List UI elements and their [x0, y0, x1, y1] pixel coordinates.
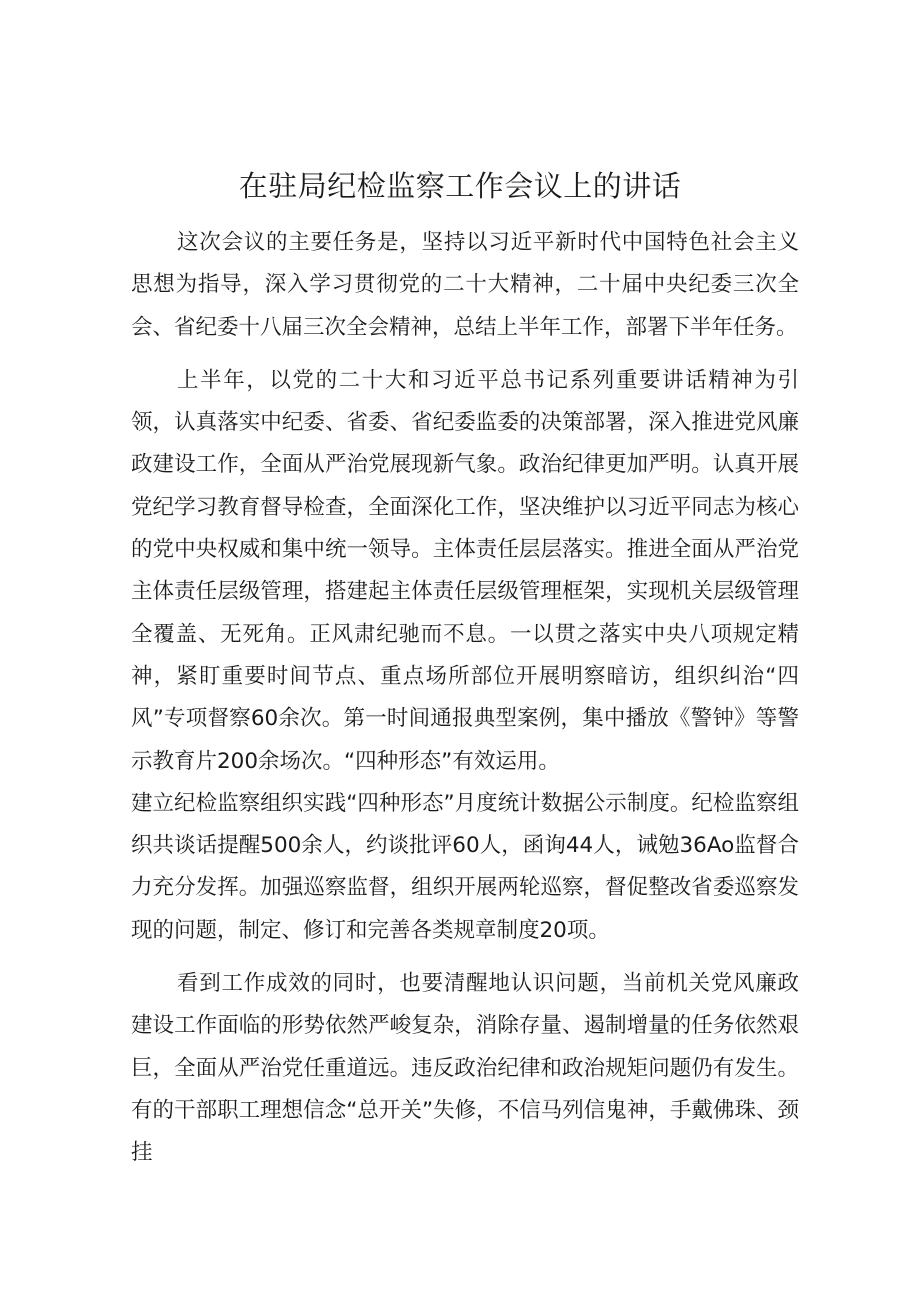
paragraph-problems: 看到工作成效的同时，也要清醒地认识问题，当前机关党风廉政建设工作面临的形势依然严峻复杂，消除存量、遏制增量的任务依然艰巨，全面从严治党任重道远。违反政治纪律和政治规矩问题仍有发生。有的干部职工理想信念“总开关”失修，不信马列信鬼神，手戴佛珠、颈挂: [131, 971, 799, 1166]
paragraph-first-half-review: 上半年，以党的二十大和习近平总书记系列重要讲话精神为引领，认真落实中纪委、省委、省纪委监委的决策部署，深入推进党风廉政建设工作，全面从严治党展现新气象。政治纪律更加严明。认真开展党纪学习教育督导检查，全面深化工作，坚决维护以习近平同志为核心的党中央权威和集中统一领导。主体责任层层落实。推进全面从严治党主体责任层级管理，搭建起主体责任层级管理框架，实现机关层级管理全覆盖、无死角。正风肃纪驰而不息。一以贯之落实中央八项规定精神，紧盯重要时间节点、重点场所部位开展明察暗访，组织纠治“四风”专项督察60余次。第一时间通报典型案例，集中播放《警钟》等警示教育片200余场次。“四种形态”有效运用。: [131, 367, 799, 774]
paragraph-four-forms: 建立纪检监察组织实践“四种形态”月度统计数据公示制度。纪检监察组织共谈话提醒500余人，约谈批评60人，函询44人，诫勉36Ao监督合力充分发挥。加强巡察监督，组织开展两轮巡察，督促整改省委巡察发现的问题，制定、修订和完善各类规章制度20项。: [131, 790, 799, 943]
paragraph-meeting-task: 这次会议的主要任务是，坚持以习近平新时代中国特色社会主义思想为指导，深入学习贯彻党的二十大精神，二十届中央纪委三次全会、省纪委十八届三次全会精神，总结上半年工作，部署下半年任务。: [131, 230, 799, 340]
document-title: 在驻局纪检监察工作会议上的讲话: [238, 169, 682, 203]
document-body: [131, 222, 799, 1175]
